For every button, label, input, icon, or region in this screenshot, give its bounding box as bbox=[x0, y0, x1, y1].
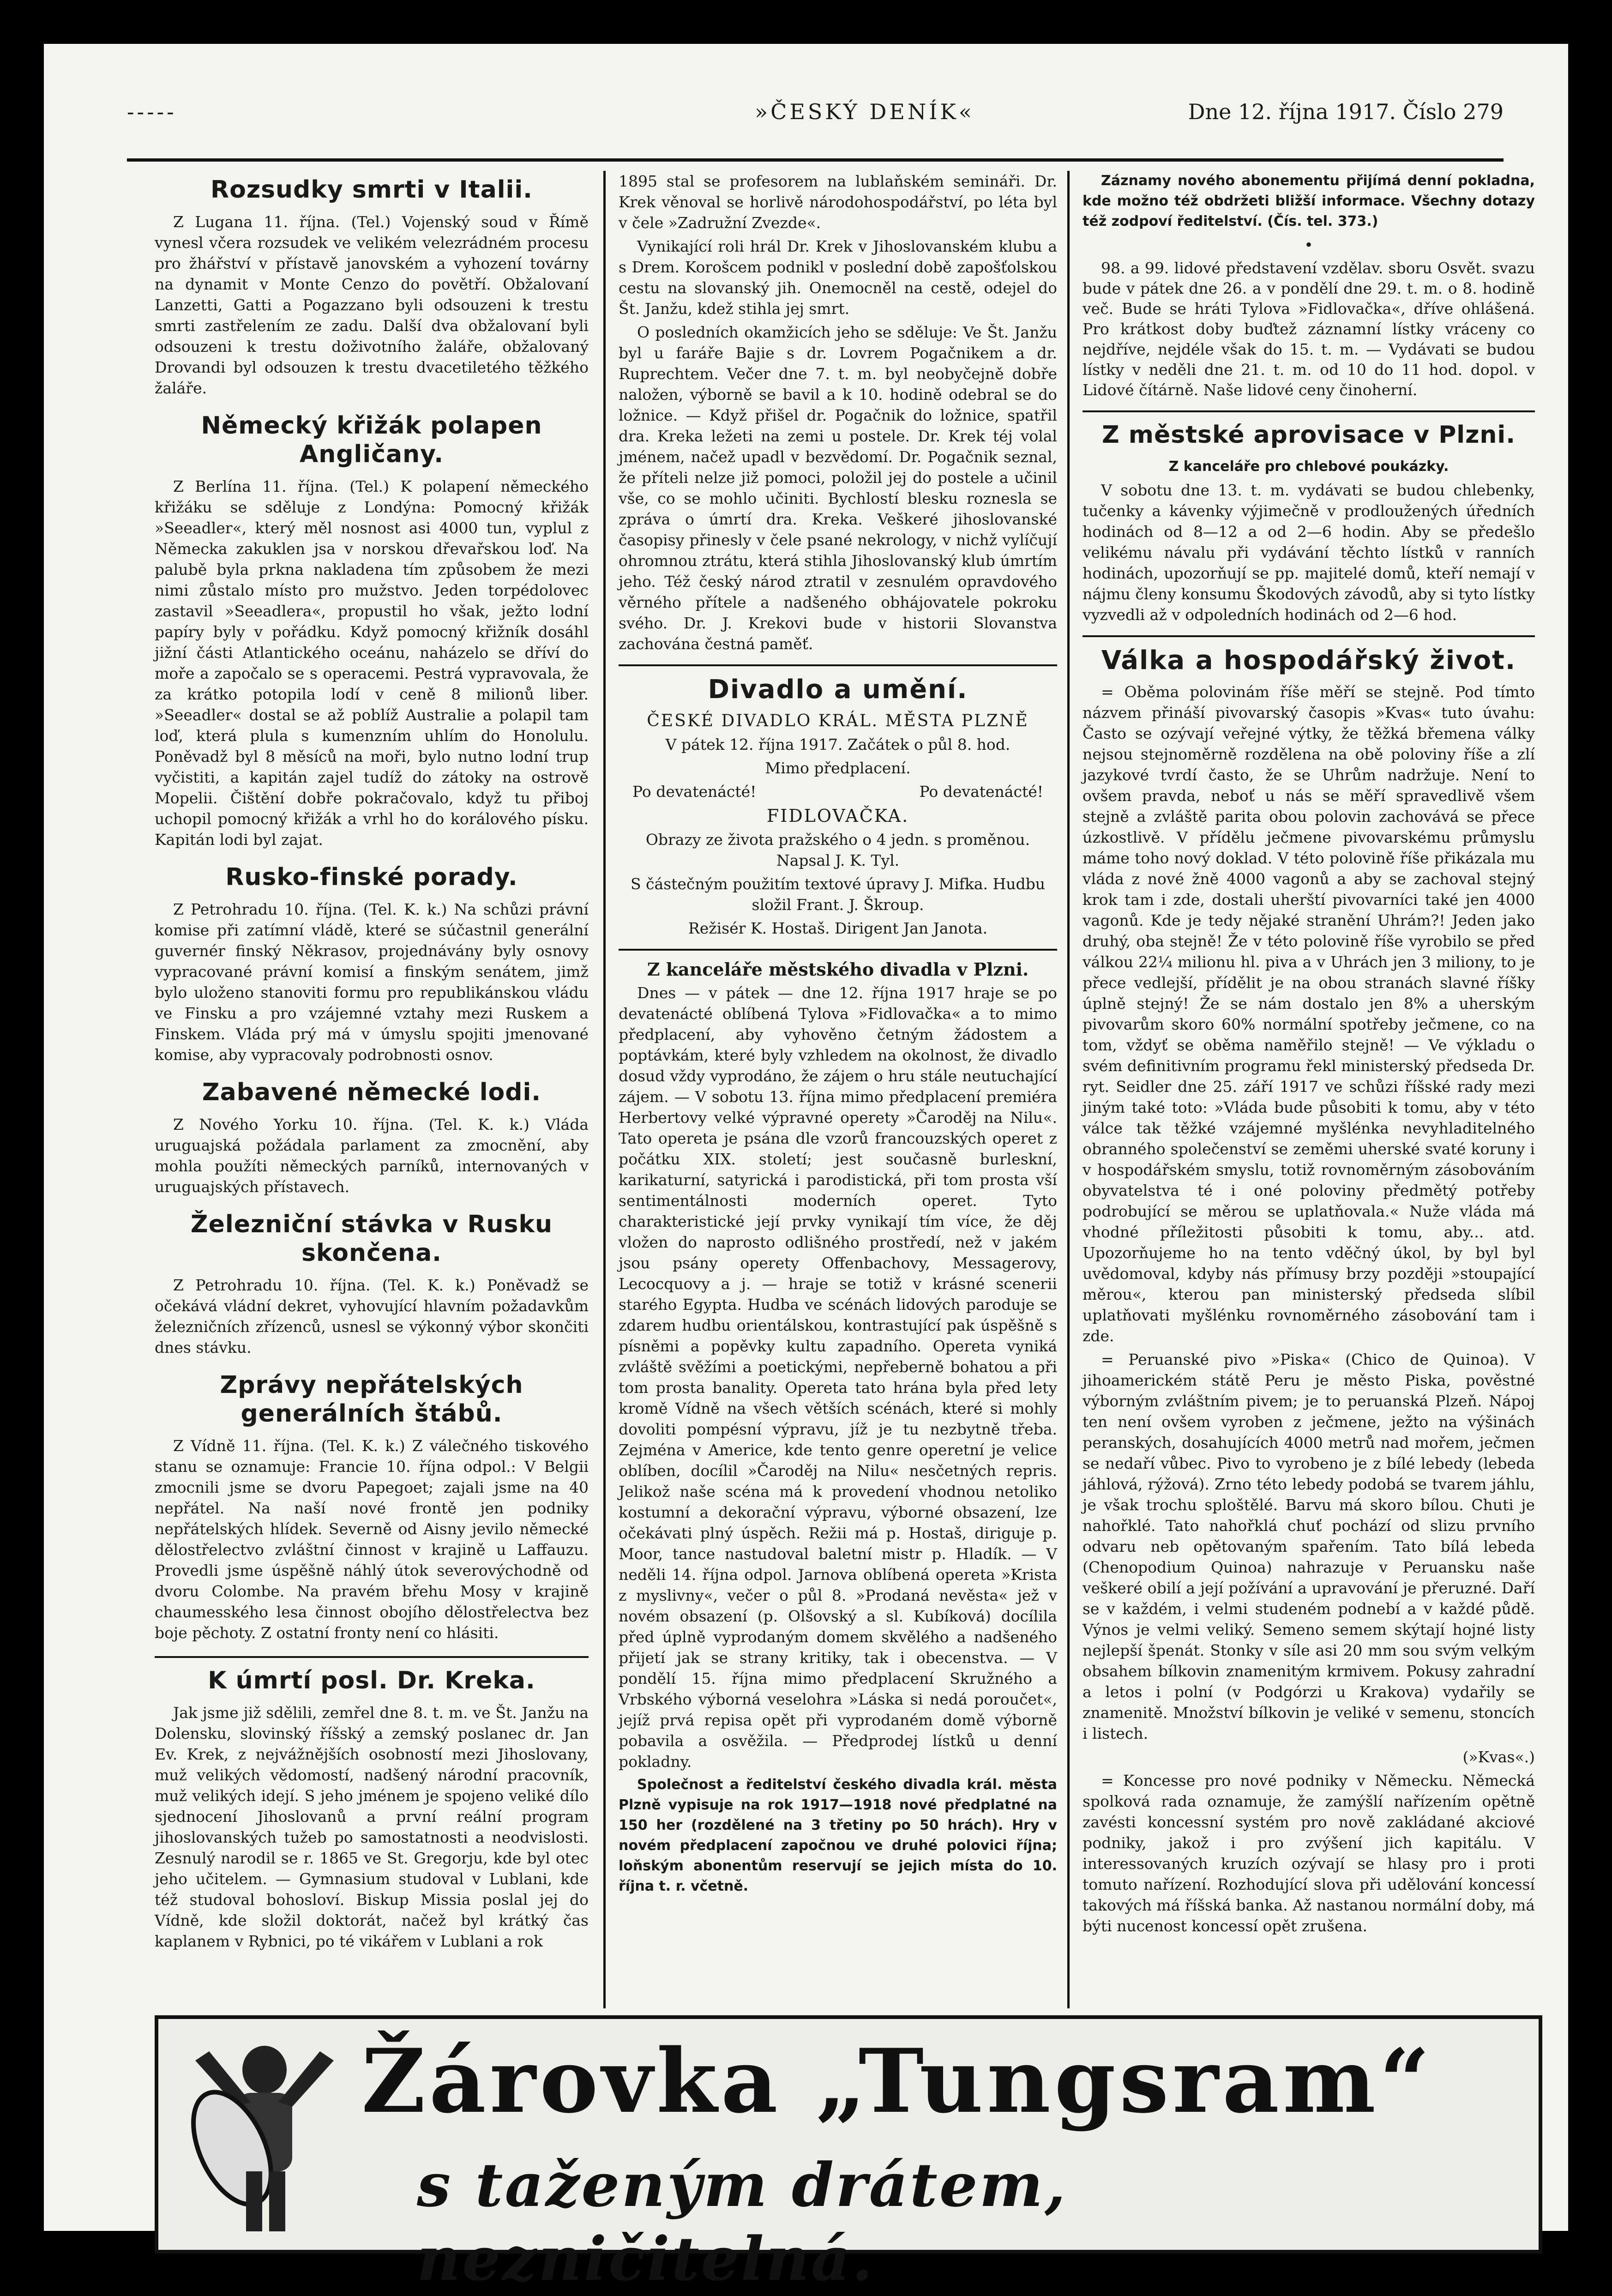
headline: Z městské aprovisace v Plzni. bbox=[1101, 421, 1516, 449]
article bbox=[155, 411, 589, 850]
play-subtitle: Obrazy ze života pražského o 4 jedn. s proměnou. Napsal J. K. Tyl. bbox=[645, 831, 1030, 869]
article-text: V sobotu dne 13. t. m. vydávati se budou chlebenky, tučenky a kávenky výjimečně v prodloužených úředních hodinách od 8—12 a od 2—6 hodin. Aby se předešlo velikému návalu při vydávání těchto lístků v ranních hodinách, upozorňují se pp. majitelé domů, kteří nemají v nájmu členy konsumu Škodových závodů, aby si tyto lístky vyzvedli až v odpoledních hodinách od 2—6 hod. bbox=[1083, 481, 1535, 624]
headline: Německý křižák polapen Angličany. bbox=[201, 412, 542, 468]
column-3 bbox=[1083, 171, 1535, 2008]
section-rule bbox=[1083, 635, 1535, 637]
header-left: ----- bbox=[127, 99, 177, 124]
article bbox=[155, 1078, 589, 1197]
article-text: = Oběma polovinám říše měří se stejně. Pod tímto názvem přináší pivovarský časopis »Kvas« tuto úvahu: Často se ozývají veřejné výtky, že těžká břemena války nejsou stejnoměrně rozdělena na obě poloviny říše a zlí jazykové tvrdí často, že se Uhrům nadržuje. Není to ovšem pravda, neboť u nás se měří spravedlivě všem stejně a zvláště parita obou polovin zachovává se přece úzkostlivě. V přídělu ječmene pivovarskému průmyslu máme toho nový doklad. V této polovině říše přikázala mu vláda z nové žně 4000 vagonů a aby se zachoval stejný krok tam i zde, dostali uherští pivovarníci také jen 4000 vagonů. Kde je tedy nějaké stranění Uhrám?! Jeden jako druhý, oba stejně! Že v této polovině říše vyrobilo se před válkou 22¼ milionu hl. piva a v Uhrách jen 3 miliony, to je přece vedlejší, přídělit je na obou stranách slavné říšky úplně stejný! Že se nám dostalo jen 8% a uherským pivovarům skoro 60% normální spotřeby ječmene, co na tom, vždyť se oběma naměřilo stejně! — Ve výkladu o svém definitivním programu řekl ministerský předseda Dr. ryt. Seidler dne 25. září 1917 ve schůzi říšské rady mezi jiným také toto: »Vláda bude působiti k tomu, aby v této válce tak těžké vzájemné myšlénka nevyhladitelného obranného společenství se zeměmi uherské svaté koruny i v hospodářském smyslu, totiž rovnoměrným zásobováním obyvatelstva té i oné poloviny předmětý potřeby podrobující se měrou se uplatňovala.« Nuže vláda má vhodné příležitosti působiti k tomu, aby... atd. Upozorňujeme ho na tento vděčný úkol, by byl byl uvědomoval, kdyby nás přímusy brzy později »stoupající měrou«, kterou pan ministerský předseda slíbil uplatňovati myšlénku rovnoměrného zásobování tam i zde. bbox=[1083, 683, 1535, 1345]
section-rule bbox=[1083, 410, 1535, 412]
source-attribution: (»Kvas«.) bbox=[1462, 1748, 1535, 1766]
theater-name: ČESKÉ DIVADLO KRÁL. MĚSTA PLZNĚ bbox=[647, 711, 1029, 730]
article-text: Z Nového Yorku 10. října. (Tel. K. k.) Vláda uruguajská požádala parlament za zmocnění, aby mohla použíti německých parníků, internovaných v uruguajských přístavech. bbox=[155, 1115, 589, 1196]
play-director: Režisér K. Hostaš. Dirigent Jan Janota. bbox=[688, 919, 988, 937]
headline: Železniční stávka v Rusku skončena. bbox=[190, 1211, 553, 1267]
play-title: FIDLOVAČKA. bbox=[766, 806, 909, 826]
advertisement-tungsram bbox=[155, 2015, 1542, 2294]
header-rule bbox=[127, 158, 1504, 162]
article-text: Z Berlína 11. října. (Tel.) K polapení německého křižáku se sděluje z Londýna: Pomocný křižák »Seeadler«, který měl nosnost asi 4000 tun, vyplul z Německa zakuklen jsa v norskou dřevařskou loď. Na palubě byla prkna nakladena tím způsobem že mezi nimi zůstalo místo pro mužstvo. Jeden torpédoloveс zastavil »Seeadlera«, propustil ho však, ježto lodní papíry byly v pořádku. Když pomocný křižník dosáhl jižní části Atlantického oceánu, naházelo se dříví do moře a započalo se s operacemi. Pestrá vypravovala, že za krátko potopila lodí v ceně 8 milionů liber. »Seeadler« dostal se až poblíž Australie a polapil tam loď, která plula s kumenzním uhlím do Honolulu. Poněvadž byl 8 měsíců na moři, bylo nutno lodní trup vyčistiti, a kapitán zajel tudíž do zátoky na ostrově Mopelii. Čištění dobře pokračovalo, když tu přiboj uchopil pomocný křižák a vrhl ho do korálového písku. Kapitán lodi byl zajat. bbox=[155, 477, 589, 849]
play-credits: S částečným použitím textové úpravy J. Mifka. Hudbu složil Frant. J. Škroup. bbox=[630, 875, 1046, 914]
performance-count: Po devatenácté! bbox=[632, 783, 757, 801]
ad-headline: Žárovka „Tungsram“ bbox=[361, 2030, 1434, 2133]
article-text: 98. a 99. lidové představení vzdělav. sboru Osvět. svazu bude v pátek dne 26. a v pondělí dne 29. t. m. o 8. hodině več. Bude se hráti Tylova »Fidlovačka«, dříve ohlášená. Pro krátkost doby buďtež záznamní lístky vráceny co nejdříve, nejdéle však do 15. t. m. — Vydávati se budou lístky v neděli dne 21. t. m. od 10 do 11 hod. dopol. v Lidové čítárně. Naše lidové ceny činoherní. bbox=[1083, 259, 1535, 399]
bold-notice: Společnost a ředitelství českého divadla král. města Plzně vypisuje na rok 1917—1918 nové předplatné na 150 her (rozdělené na 3 třetiny po 50 hrách). Hry v novém předplacení započnou ve druhé polovici října; loňským abonentům reservují se jejich místa do 10. října t. r. včetně. bbox=[619, 1777, 1057, 1894]
subscription-note: Mimo předplacení. bbox=[765, 759, 911, 777]
column-1 bbox=[155, 171, 589, 1999]
issue-date-number: Dne 12. října 1917. Číslo 279 bbox=[1188, 99, 1504, 124]
bold-notice: Záznamy nového abonementu přijímá denní pokladna, kde možno též obdržeti bližší informace. Všechny dotazy též zodpoví ředitelství. (Čís. tel. 373.) bbox=[1083, 173, 1535, 229]
section-heading: Divadlo a umění. bbox=[708, 675, 968, 705]
article-continuation: 1895 stal se profesorem na lublaňském semináři. Dr. Krek věnoval se horlivě národohospodářství, po léta byl v čele »Zadružní Zvezde«. bbox=[619, 172, 1057, 232]
newspaper-page bbox=[44, 44, 1568, 2294]
section-rule bbox=[155, 1656, 589, 1658]
article-text: Dnes — v pátek — dne 12. října 1917 hraje se po devatenácté oblíbená Tylova »Fidlovačka« a to mimo předplacení, aby vyhověno četným žádostem a poptávkám, které byly vzhledem na okolnost, že divadlo dosud vždy vyprodáno, že zájem o hru stále neutuchající zájem. — V sobotu 13. října mimo předplacení premiéra Herbertovy velké výpravné operety »Čaroděj na Nilu«. Tato opereta je psána dle vzorů francouzských operet z počátku XIX. století; jest současně burleskní, karikaturní, satyrická i parodistická, při tom prosta vší sentimentálnosti moderních operet. Tyto charakteristické její prvky vynikají tím více, že děj vložen do naprosto odlišného prostředí, než v jakém jsou psány operety Offenbachovy, Messagerovy, Lecocquovy a j. — hraje se totiž v krásné scenerii starého Egypta. Hudba ve scénách lidových paroduje se zdarem hudbu orientálskou, kontrastující pak úspěšně s písněmi a popěvky kultu zapadního. Opereta vyniká zvláště svěžími a poetickými, nepřeberně bohatou a při tom prosta banality. Opereta tato hrána byla před lety kromě Vídně na všech větších scénách, které si mohly dovoliti pompésní výpravu, jíž je tu nezbytně třeba. Zejména v Americe, kde tento genre operetní je velice oblíben, docílil »Čaroděj na Nilu« nesčetných repris. Jelikož naše scéna má k provedení vhodnou netoliko kostumní a dekorační výpravu, výborné obsazení, lze očekávati plný úspěch. Režii má p. Hostaš, diriguje p. Moor, tance nastudoval baletní mistr p. Hladík. — V neděli 14. října odpol. Jarnova oblíbená opereta »Krista z myslivny«, večer o půl 8. »Prodaná nevěsta« jež v novém obsazení (p. Olšovský a sl. Kubíková) docílila před úplně vyprodaným domem skvělého a nadšeného přijetí jak se strany kritiky, tak i obecenstva. — V pondělí 15. října mimo předplacení Skružného a Vrbského výborná veselohra »Láska si nedá poroučet«, jejíž prvá repisa opět při vyprodaném domě výborně pobavila a osvěžila. — Předprodej lístků u denní pokladny. bbox=[619, 984, 1057, 1771]
section-rule bbox=[619, 664, 1057, 666]
section-rule bbox=[619, 949, 1057, 951]
article bbox=[155, 1666, 589, 1952]
article bbox=[155, 175, 589, 398]
performance-count: Po devatenácté! bbox=[919, 783, 1043, 801]
section-heading: Válka a hospodářský život. bbox=[1101, 645, 1516, 675]
article-text: O posledních okamžicích jeho se sděluje: Ve Št. Janžu byl u faráře Bajie s dr. Lovrem Pogačnikem a dr. Ruprechtem. Večer dne 7. t. m. byl neobyčejně dobře naložen, výborně se bavil a k 10. hodině odebral se do ložnice. — Když přišel dr. Pogačnik do ložnice, spatřil dra. Kreka ležeti na zemi u postele. Dr. Krek téj volal jménem, načež upadl v bezvědomí. Dr. Pogačnik seznal, že příteli nelze již pomoci, položil jej do postele a učinil vše, co se mohlo učiniti. Bychlostí blesku roznesla se zpráva o úmrtí dra. Kreka. Veškeré jihoslovanské časopisy přinesly v čele psané nekrology, v nichž vylíčují ohromnou ztrátu, která stihla Jihoslovanský klub úmrtím jeho. Též český národ ztratil v zesnulém opravdového věrného přítele a nadšeného obhájovatele pokroku svého. Dr. J. Krekovi bude v historii Slovanstva zachována čestná paměť. bbox=[619, 323, 1057, 653]
page-header bbox=[127, 95, 1504, 127]
headline: Rozsudky smrti v Italii. bbox=[211, 176, 533, 204]
article-text: Z Vídně 11. října. (Tel. K. k.) Z válečného tiskového stanu se oznamuje: Francie 10. října odpol.: V Belgii zmocnili jsme se dvoru Papegoet; zajali jsme na 40 nepřátel. Na naší nové frontě jen podniky nepřátelských hlídek. Severně od Aisny jevilo německé dělostřelectvo zvláštní činnost v krajině u Laffauzu. Provedli jsme úspěšně náhlý útok severovýchodně od dvoru Colombe. Na pravém břehu Mosy v krajině chaumesského lesa činnost obojího dělostřelectva bez boje pěchoty. Z ostatní fronty není co hlásiti. bbox=[155, 1437, 589, 1642]
column-2 bbox=[619, 171, 1057, 2013]
article-text: Z Petrohradu 10. října. (Tel. K. k.) Na schůzi právní komise při zatímní vládě, které se súčastnil generální guvernér finský Někrasov, projednávány byly osnovy vypracované právní komisí a finským senátem, jimž bylo uloženo stanoviti formu pro republikánskou vládu ve Finsku a pro vzájemné vztahy mezi Ruskem a Finskem. Vláda prý má v úmyslu spojiti jmenované komise, aby vypracovaly podrobnosti osnov. bbox=[155, 900, 589, 1064]
article-text: Jak jsme již sdělili, zemřel dne 8. t. m. ve Št. Janžu na Dolensku, slovinský říšský a zemský poslanec dr. Jan Ev. Krek, z nejvážnějších osobností mezi Jihoslovany, muž velikých vědomostí, nadšený národní pracovník, muž velikých idejí. S jeho jménem je spojeno veliké dílo sjednocení Jihoslovanů a první reální program jihoslovanských tužeb po samostatnosti a neodvislosti. Zesnulý narodil se r. 1865 ve St. Gregorju, kde byl otec jeho učitelem. — Gymnasium studoval v Lublani, kde též studoval bohosloví. Biskup Missia poslal jej do Vídně, kde složil doktorát, načež byl krátký čas kaplanem v Rybnici, po té vikářem v Lublani a rok bbox=[155, 1704, 589, 1950]
subheading: Z kanceláře městského divadla v Plzni. bbox=[647, 959, 1029, 980]
subheading: Z kanceláře pro chlebové poukázky. bbox=[1168, 458, 1449, 475]
column-divider bbox=[1067, 171, 1070, 2008]
article-text: Vynikající roli hrál Dr. Krek v Jihoslovanském klubu a s Drem. Korošcem podnikl v poslední době zapošťolskou cestu na slovanský jih. Onemocněl na cestě, odejel do Št. Janžu, kdež stihla jej smrt. bbox=[619, 237, 1057, 318]
ad-tagline: s taženým drátem, nezničitelná. bbox=[417, 2150, 1068, 2294]
article bbox=[155, 863, 589, 1065]
article bbox=[155, 1210, 589, 1358]
article-text: = Peruanské pivo »Piska« (Chico de Quinoa). V jihoamerickém státě Peru je město Piska, pověstné výborným zvláštním pivem; je to peruanská Plzeň. Nápoj ten není ovšem vyroben z ječmene, ježto na výšinách peranských, dosahujících 4000 metrů nad mořem, ječmen se nedaří vůbec. Pivo to vyrobeno je z bílé lebedy (lebeda jáhlová, rýžová). Zrno této lebedy podobá se tvarem jáhlu, je však trochu sploštělé. Barvu má skoro bílou. Chuti je nahořklé. Tato nahořklá chuť pochází od slizu prvního odvaru neb opětovaným spařením. Tato bílá lebeda (Chenopodium Quinoa) nahrazuje v Peruansku naše veškeré obilí a její požívání a upravování je přeruzné. Daří se v každém, i velmi studeném podnebí a v každé půdě. Výnos je velmi veliký. Semeno semem skýtají hojné listy nejlepší špenát. Stonky v síle asi 20 mm sou svým velkým obsahem bílkovin znamenitým krmivem. Pokusy zahradní a letos i polní (v Podgórzi u Krakova) vydařily se znamenitě. Množství bílkovin je veliké v semenu, stoncích i listech. bbox=[1083, 1350, 1535, 1742]
article-text: = Koncesse pro nové podniky v Německu. Německá spolková rada oznamuje, že zamýšlí nařízením opětně zavésti koncessní systém pro nově zakládané akciové podniky, jakož i pro zvýšení jich kapitálu. V interessovaných kruzích ozývají se hlasy pro i proti tomuto nařízení. Rozhodující slova při udělování koncessí takových má říšská banka. Až nastanou normální doby, má býti nucenost koncessí opět zrušena. bbox=[1083, 1772, 1535, 1935]
strongman-figure-illustration bbox=[177, 2033, 352, 2236]
performance-count-row bbox=[619, 781, 1057, 802]
article bbox=[155, 1371, 589, 1643]
headline: Zabavené německé lodi. bbox=[202, 1079, 541, 1106]
masthead: »ČESKÝ DENÍK« bbox=[755, 99, 974, 124]
bullet-dot: • bbox=[1304, 236, 1313, 254]
article-text: Z Petrohradu 10. října. (Tel. K. k.) Poněvadž se očekává vládní dekret, vyhovující hlavním požadavkům železničních zřízenců, usnesl se výkonný výbor skončiti dnes stávku. bbox=[155, 1276, 589, 1356]
headline: K úmrtí posl. Dr. Kreka. bbox=[208, 1667, 535, 1694]
column-divider bbox=[603, 171, 606, 2008]
performance-date: V pátek 12. října 1917. Začátek o půl 8. hod. bbox=[665, 735, 1011, 753]
headline: Zprávy nepřátelských generálních štábů. bbox=[220, 1371, 523, 1428]
article-text: Z Lugana 11. října. (Tel.) Vojenský soud v Římě vynesl včera rozsudek ve velikém velezrádném procesu pro žhářství v přístavě janovském a vyhození továrny na dynamit v Monte Cenzo do povětří. Obžalovaní Lanzetti, Gatti a Pogazzano byli odsouzeni k trestu smrti zastřelením ze zadu. Další dva obžalovaní byli odsouzeni k trestu doživotního žaláře, obžalovaný Drovandi byl odsouzen k trestu dvacetiletého těžkého žaláře. bbox=[155, 213, 589, 397]
headline: Rusko-finské porady. bbox=[225, 863, 518, 891]
